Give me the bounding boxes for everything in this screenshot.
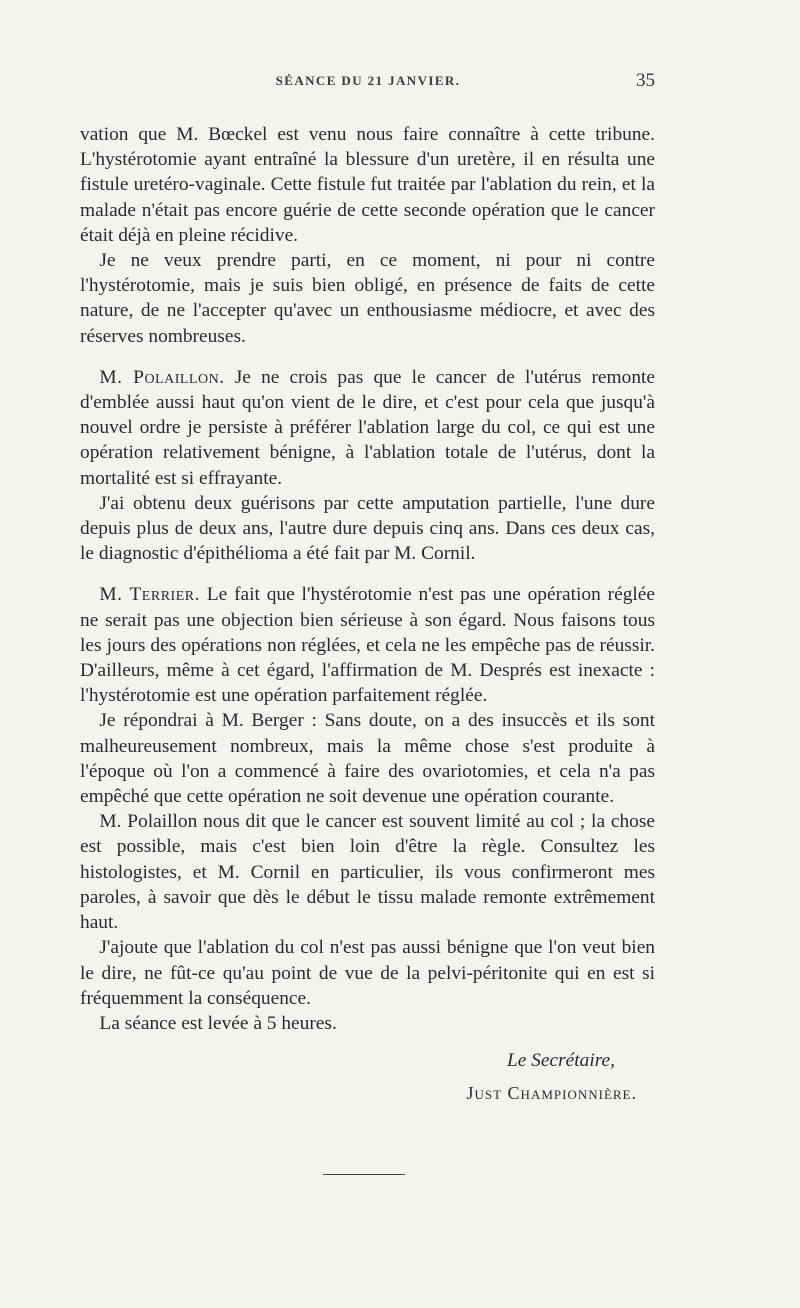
page-header	[79, 70, 657, 99]
end-rule	[323, 1174, 405, 1175]
paragraph-4: J'ai obtenu deux guérisons par cette amputation partielle, l'une dure depuis plus de deux ans, l'autre dure depuis cinq ans. Dans ces deux cas, le diagnostic d'épithélioma a été fait par M. Cornil.	[80, 492, 655, 565]
paragraph-5-text: Le fait que l'hystérotomie n'est pas une opération réglée ne serait pas une objection bien sérieuse à son égard. Nous faisons tous les jours des opérations non réglées, et cela ne les empêche pas de réussir. D'ailleurs, même à cet égard, l'affirmation de M. Després est inexacte : l'hystérotomie est une opération parfaitement réglée.	[80, 584, 655, 707]
paragraph-3	[80, 365, 655, 491]
speaker-polaillon: M. Polaillon.	[99, 366, 225, 388]
running-title: SÉANCE DU 21 JANVIER.	[275, 73, 461, 88]
speaker-terrier: M. Terrier.	[99, 584, 200, 606]
signature-role: Le Secrétaire,	[506, 1050, 615, 1072]
signature-name: Just Championnière.	[466, 1083, 637, 1104]
page-number: 35	[636, 70, 655, 91]
paragraph-7: M. Polaillon nous dit que le cancer est souvent limité au col ; la chose est possible, mais c'est bien loin d'être la règle. Consultez les histologistes, et M. Cornil en particulier, ils vous confirmeront mes paroles, à savoir que dès le début le tissu malade remonte extrêmement haut.	[80, 811, 655, 934]
paragraph-1: vation que M. Bœckel est venu nous faire connaître à cette tribune. L'hystérotomie ayant entraîné la blessure d'un uretère, il en résulta une fistule uretéro-vaginale. Cette fistule fut traitée par l'ablation du rein, et la malade n'était pas encore guérie de cette seconde opération que le cancer était déjà en pleine récidive.	[80, 124, 655, 246]
paragraph-6: Je répondrai à M. Berger : Sans doute, on a des insuccès et ils sont malheureusement nombreux, mais la même chose s'est produite à l'époque où l'on a commencé à faire des ovariotomies, et cela n'a pas empêché que cette opération ne soit devenue une opération courante.	[80, 710, 655, 808]
closing-line: La séance est levée à 5 heures.	[99, 1012, 337, 1034]
paragraph-8: J'ajoute que l'ablation du col n'est pas aussi bénigne que l'on veut bien le dire, ne fût-ce qu'au point de vue de la pelvi-péritonite qui en est si fréquemment la conséquence.	[80, 937, 655, 1009]
body-text	[80, 122, 655, 1107]
paragraph-2: Je ne veux prendre parti, en ce moment, ni pour ni contre l'hystérotomie, mais je suis bien obligé, en présence de faits de cette nature, de ne l'accepter qu'avec un enthousiasme médiocre, et avec des réserves nombreuses.	[80, 250, 655, 347]
paragraph-3-text: Je ne crois pas que le cancer de l'utérus remonte d'emblée aussi haut qu'on vient de le dire, et c'est pour cela que jusqu'à nouvel ordre je persiste à préférer l'ablation large du col, ce qui est une opération relativement bénigne, à l'ablation totale de l'utérus, dont la mortalité est si effrayante.	[80, 366, 656, 489]
paragraph-5	[80, 582, 655, 708]
